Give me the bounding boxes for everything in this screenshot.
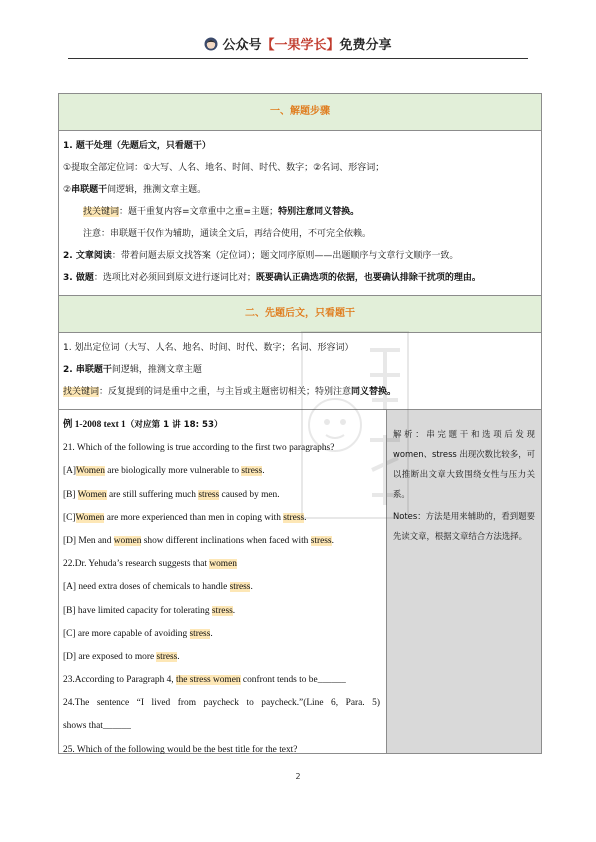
q21-option-c: [C]Women are more experienced than men in coping with stress. [63,512,307,523]
step1-title: 1. 题干处理（先题后文，只看题干） [63,141,211,151]
q25: 25. Which of the following would be the best title for the text? [63,744,298,755]
keyword-bold: 特别注意同义替换。 [278,207,360,217]
page-header [0,34,596,53]
analysis-note: 解析：串完题干和选项后发现 women、stress 出现次数比较多，可以推断出文章大致围绕女性与压力关系。 [393,429,535,499]
q21-option-b: [B] Women are still suffering much stress caused by men. [63,489,280,500]
q22-option-a: [A] need extra doses of chemicals to handle stress. [63,582,253,593]
q21: 21. Which of the following is true according to the first two paragraphs? [63,443,335,454]
step2 [63,245,537,267]
sec2-keyword-highlight: 找关键词 [63,387,100,397]
method-note: Notes：方法是用来辅助的，看到题要先读文章，根据文章结合方法选择。 [393,511,535,541]
q24-line1: 24.The sentence “I lived from paycheck to paycheck.”(Line 6, Para. 5) [63,698,380,709]
item2-num: ② [63,185,72,195]
header-brand: 【一果学长】 [261,38,340,53]
sec2-item2-text: 间逻辑，推测文章主题 [111,365,202,375]
step3 [63,267,537,289]
step1-item2 [63,179,537,201]
header-rule [68,58,528,59]
step3-bold: 3. 做题 [63,273,94,283]
step1-item1: ①提取全部定位词：①大写、人名、地名、时间、时代、数字；②名词、形容词； [63,163,385,173]
section1-heading: 一、解题步骤 [59,94,541,131]
example-questions [59,410,387,753]
page-number: 2 [295,772,301,781]
keyword-highlight: 找关键词 [83,207,120,217]
example-title [63,414,386,437]
header-suffix: 免费分享 [339,38,392,53]
step3-text: ：选项比对必须回到原文进行逐词比对； [93,273,256,283]
example-title-cn: （对应第 1 讲 18: 53） [125,420,223,430]
section2-body [59,333,541,410]
q23: 23.According to Paragraph 4, the stress women confront tends to be______ [63,675,346,686]
analysis-panel [387,410,541,753]
step3-bold2: 既要确认正确选项的依据，也要确认排除干扰项的理由。 [255,273,481,283]
sec2-item2 [63,359,537,381]
q21-option-a: [A]Women are biologically more vulnerable to stress. [63,466,265,477]
q22-option-b: [B] have limited capacity for tolerating stress. [63,605,236,616]
header-prefix: 公众号 [222,38,262,53]
content-table [58,93,542,754]
section2-heading: 二、先题后文，只看题干 [59,296,541,333]
q24-line2: shows that______ [63,721,131,732]
sec2-item1: 1. 划出定位词（大写、人名、地名、时间、时代、数字；名词、形容词） [63,343,354,353]
step2-text: ：带着问题去原文找答案（定位词）；题文同序原则——出题顺序与文章行文顺序一致。 [111,251,459,261]
keyword-text: ：题干重复内容=文章重中之重=主题； [119,207,279,217]
q22-option-c: [C] are more capable of avoiding stress. [63,628,213,639]
sec2-item3 [63,381,537,403]
sec2-item2-bold: 2. 串联题干 [63,365,112,375]
item2-bold: 串联题干 [71,185,108,195]
q21-option-d: [D] Men and women show different inclinations when faced with stress. [63,535,334,546]
q22-option-d: [D] are exposed to more stress. [63,651,180,662]
avatar-icon [204,37,218,51]
sec2-item3-bold: 同义替换。 [351,387,397,397]
item2-text: 间逻辑，推测文章主题。 [107,185,207,195]
q22: 22.Dr. Yehuda’s research suggests that women [63,559,237,570]
section1-body [59,131,541,296]
step2-bold: 2. 文章阅读 [63,251,112,261]
note-tip: 注意：串联题干仅作为辅助，通读全文后，再结合使用，不可完全依赖。 [83,229,372,239]
example-title-en: 例 1-2008 text 1 [63,420,126,430]
sec2-item3-text: ：反复提到的词是重中之重，与主旨或主题密切相关；特别注意 [99,387,352,397]
keyword-tip [63,201,537,223]
example-row [59,410,541,753]
